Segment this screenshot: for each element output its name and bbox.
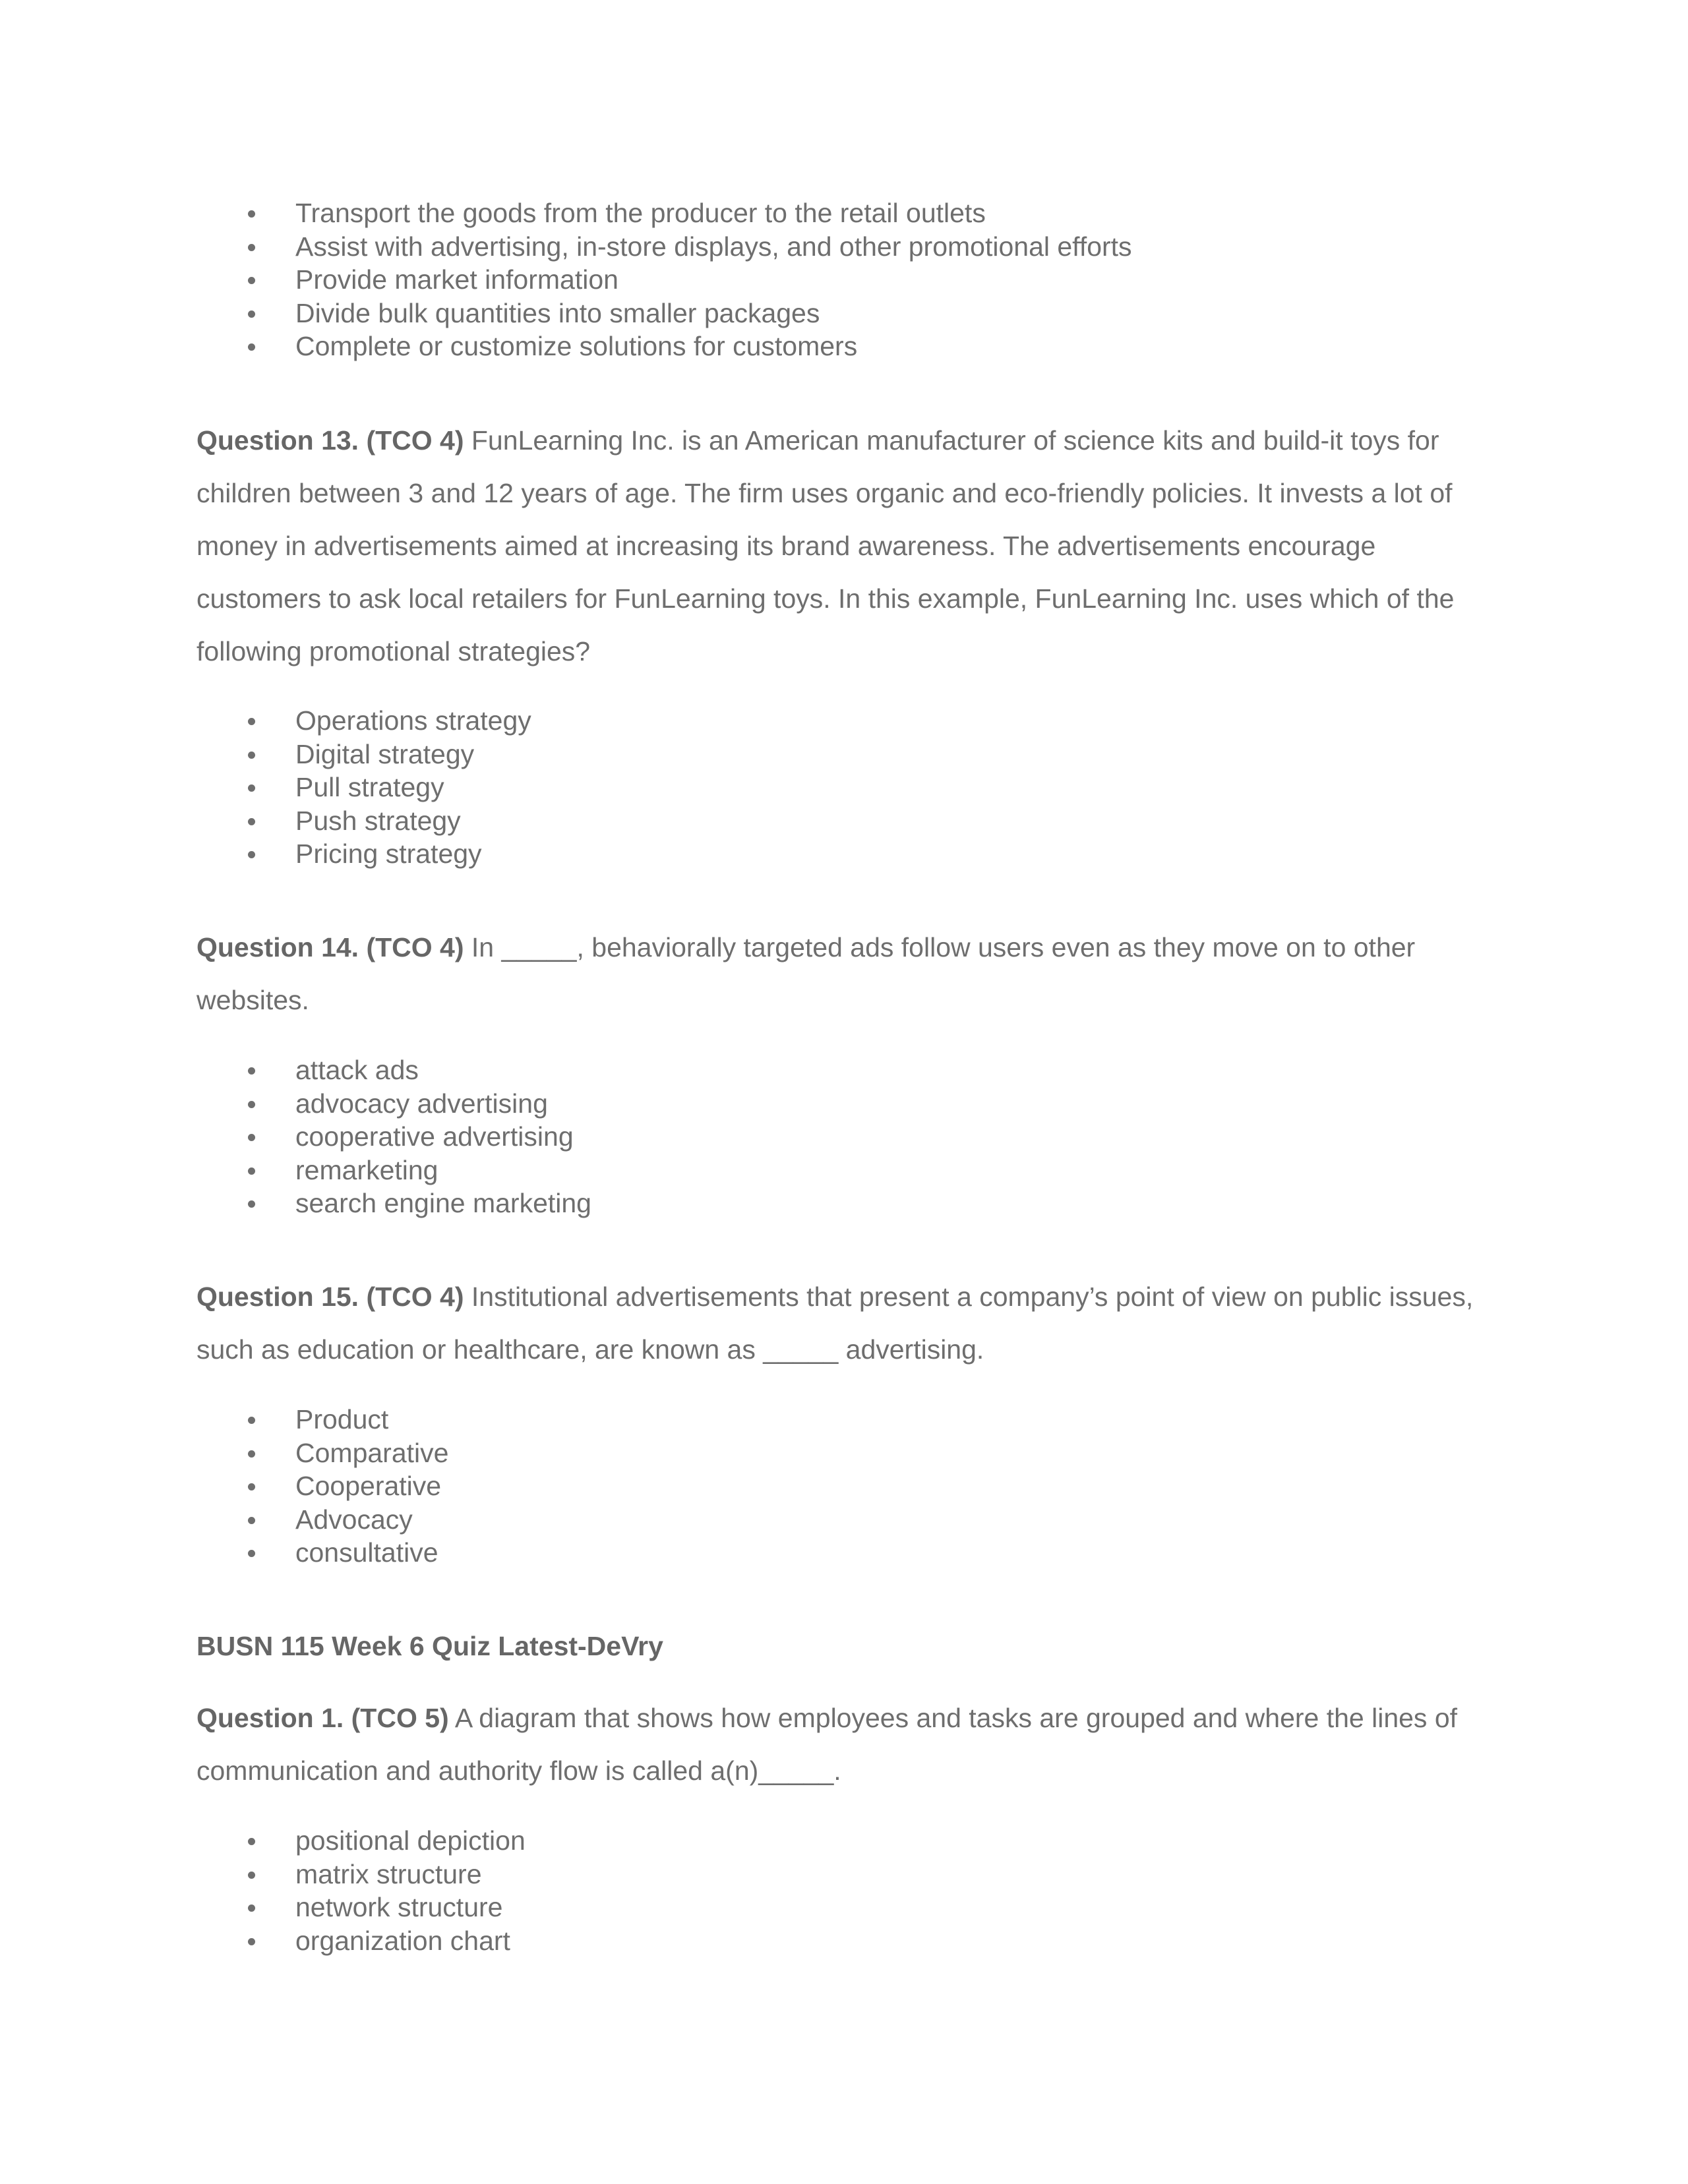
answer-option	[196, 804, 1489, 838]
bullet-icon	[248, 1067, 255, 1075]
question-body: In _____, behaviorally targeted ads follow users even as they move on to other websites.	[196, 932, 1416, 1015]
answer-option	[196, 1469, 1489, 1503]
question-15-text	[196, 1270, 1489, 1376]
answer-option-text: cooperative advertising	[295, 1121, 574, 1152]
section-heading: BUSN 115 Week 6 Quiz Latest-DeVry	[196, 1631, 663, 1661]
answer-option-text: organization chart	[295, 1925, 510, 1956]
answer-option-text: attack ads	[295, 1055, 419, 1085]
answer-option	[196, 1120, 1489, 1154]
bullet-icon	[248, 1134, 255, 1141]
question-label: Question 1. (TCO 5)	[196, 1703, 449, 1733]
bullet-icon	[248, 343, 255, 351]
bullet-icon	[248, 718, 255, 725]
list-item	[196, 297, 1489, 330]
answer-option-text: search engine marketing	[295, 1188, 591, 1218]
bullet-icon	[248, 1838, 255, 1845]
answer-option	[196, 1436, 1489, 1470]
question-body: FunLearning Inc. is an American manufacturer of science kits and build-it toys for children between 3 and 12 years of age. The firm uses organic and eco-friendly policies. It invests a lot of money in advertisements aimed at increasing its brand awareness. The advertisements encourage customers to ask local retailers for FunLearning toys. In this example, FunLearning Inc. uses which of the following promotional strategies?	[196, 425, 1455, 666]
answer-option	[196, 1891, 1489, 1924]
answer-option	[196, 1503, 1489, 1537]
answer-option	[196, 1053, 1489, 1087]
bullet-icon	[248, 1167, 255, 1175]
question-13-text	[196, 414, 1489, 678]
question-body: Institutional advertisements that present a company’s point of view on public issues, such as education or healthcare, are known as _____ advertising.	[196, 1282, 1474, 1365]
list-item	[196, 196, 1489, 230]
answer-option-text: Operations strategy	[295, 705, 531, 736]
list-item-text: Divide bulk quantities into smaller packages	[295, 297, 820, 328]
list-item-text: Provide market information	[295, 264, 618, 295]
answer-option-text: Digital strategy	[295, 738, 475, 769]
answer-option-text: advocacy advertising	[295, 1088, 548, 1119]
question-label: Question 15. (TCO 4)	[196, 1282, 464, 1312]
bullet-icon	[248, 210, 255, 218]
bullet-icon	[248, 1200, 255, 1208]
answer-option-text: Push strategy	[295, 805, 461, 836]
question-15-options	[196, 1403, 1489, 1570]
answer-option	[196, 704, 1489, 738]
answer-option-text: Product	[295, 1404, 389, 1434]
answer-option-text: remarketing	[295, 1154, 438, 1185]
bullet-icon	[248, 1517, 255, 1524]
continuation-answer-list	[196, 196, 1489, 363]
bullet-icon	[248, 1550, 255, 1557]
answer-option-text: positional depiction	[295, 1825, 526, 1856]
answer-option	[196, 1924, 1489, 1958]
list-item	[196, 230, 1489, 264]
question-label: Question 14. (TCO 4)	[196, 932, 464, 962]
list-item-text: Complete or customize solutions for customers	[295, 331, 858, 361]
question-label: Question 13. (TCO 4)	[196, 425, 464, 456]
section-heading-block	[196, 1630, 1489, 1663]
bullet-icon	[248, 244, 255, 251]
list-item-text: Transport the goods from the producer to the retail outlets	[295, 198, 986, 228]
answer-option	[196, 738, 1489, 771]
bullet-icon	[248, 1904, 255, 1912]
answer-option	[196, 1858, 1489, 1891]
answer-option-text: consultative	[295, 1537, 438, 1568]
answer-option-text: Pull strategy	[295, 772, 444, 802]
bullet-icon	[248, 310, 255, 318]
question-13-options	[196, 704, 1489, 871]
answer-option	[196, 1536, 1489, 1570]
answer-option	[196, 1824, 1489, 1858]
question-body: A diagram that shows how employees and tasks are grouped and where the lines of communication and authority flow is called a(n)_____.	[196, 1703, 1458, 1786]
question-14-options	[196, 1053, 1489, 1220]
list-item-text: Assist with advertising, in-store displays, and other promotional efforts	[295, 231, 1132, 262]
answer-option	[196, 771, 1489, 804]
answer-option	[196, 837, 1489, 871]
question-14-text	[196, 921, 1489, 1026]
answer-option	[196, 1154, 1489, 1187]
bullet-icon	[248, 1938, 255, 1945]
question-14	[196, 921, 1489, 1026]
answer-option-text: network structure	[295, 1892, 503, 1922]
question-15	[196, 1270, 1489, 1376]
bullet-icon	[248, 277, 255, 284]
bullet-icon	[248, 1417, 255, 1424]
list-item	[196, 330, 1489, 363]
question-13	[196, 414, 1489, 678]
bullet-icon	[248, 1101, 255, 1108]
bullet-icon	[248, 752, 255, 759]
bullet-icon	[248, 851, 255, 858]
answer-option-text: Advocacy	[295, 1504, 413, 1535]
answer-option-text: Pricing strategy	[295, 839, 482, 869]
question-1	[196, 1692, 1489, 1797]
answer-option	[196, 1187, 1489, 1220]
answer-option-text: Cooperative	[295, 1471, 442, 1501]
answer-option	[196, 1087, 1489, 1121]
answer-option	[196, 1403, 1489, 1436]
bullet-icon	[248, 1483, 255, 1490]
bullet-icon	[248, 1450, 255, 1458]
list-item	[196, 263, 1489, 297]
question-1-options	[196, 1824, 1489, 1957]
bullet-icon	[248, 784, 255, 792]
bullet-icon	[248, 818, 255, 825]
answer-option-text: matrix structure	[295, 1858, 482, 1889]
question-1-text	[196, 1692, 1489, 1797]
bullet-icon	[248, 1872, 255, 1879]
answer-option-text: Comparative	[295, 1437, 449, 1468]
